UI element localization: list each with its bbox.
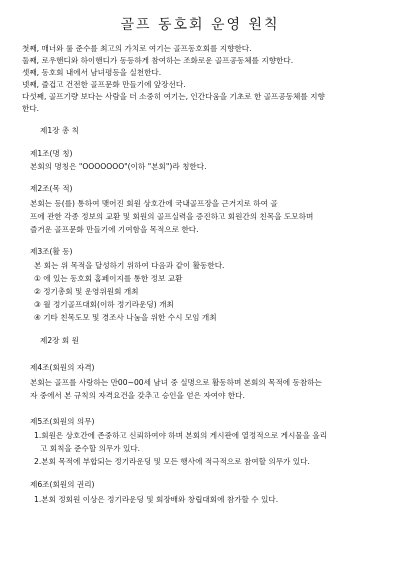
chapter-1-heading: 제1장 총 칙: [40, 126, 80, 135]
article-3-item-4: ④ 기타 친목도모 및 경조사 나눔을 위한 수시 모임 개최: [34, 313, 217, 322]
principle-2: 둘째, 로우핸디와 하이핸디가 동등하게 참여하는 조화로운 골프공동체를 지향한다.: [22, 56, 294, 65]
document-title: 골프 동호회 운영 원칙: [120, 17, 280, 33]
article-1-title: 제1조(명 칭): [30, 149, 73, 158]
principle-4: 넷째, 즐겁고 건전한 골프문화 만들기에 앞장선다.: [22, 80, 186, 89]
principle-5: 다섯째, 골프기량 보다는 사람을 더 소중히 여기는, 인간다움을 기초로 한 골프공동체를 지향: [22, 92, 325, 101]
article-4-line-2: 자 중에서 본 규칙의 자격요건을 갖추고 승인을 얻은 자여야 한다.: [30, 391, 245, 400]
article-2-title: 제2조(목 적): [30, 184, 73, 193]
principle-1: 첫째, 매너와 룰 준수를 최고의 가치로 여기는 골프동호회를 지향한다.: [22, 44, 252, 53]
chapter-2-heading: 제2장 회 원: [40, 336, 80, 345]
principle-3: 셋째, 동호회 내에서 남녀평등을 실천한다.: [22, 68, 162, 77]
article-4-line-1: 본회는 골프를 사랑하는 만00~00세 남녀 중 실명으로 활동하며 본회의 목적에 동참하는: [30, 378, 322, 387]
article-6-title: 제6조(회원의 권리): [30, 480, 95, 489]
article-3-item-1: ① 에 있는 동호회 홈페이지를 통한 정보 교환: [34, 274, 183, 283]
article-3-item-3: ③ 월 정기골프대회(이하 정기라운딩) 개최: [34, 300, 174, 309]
article-1-body: 본회의 명칭은 "OOOOOOO"(이하 "본회")라 칭한다.: [30, 162, 207, 171]
article-2-line-1: 본회는 등(를) 통하여 맺어진 회원 상호간에 국내골프장을 근거지로 하여 골: [30, 199, 278, 208]
principle-5-continued: 한다.: [22, 104, 40, 113]
article-4-title: 제4조(회원의 자격): [30, 363, 95, 372]
article-5-line-1: 1.회원은 상호간에 존중하고 신뢰하여야 하며 본회의 게시판에 열정적으로 게시물을 올리: [34, 431, 328, 440]
article-3-item-2: ② 정기총회 및 운영위원회 개최: [34, 287, 139, 296]
article-5-title: 제5조(회원의 의무): [30, 417, 95, 426]
article-2-line-2: 프에 관한 각종 정보의 교환 및 회원의 골프실력을 증진하고 회원간의 친목을 도모하며: [30, 212, 314, 221]
article-3-intro: 본 회는 위 목적을 달성하기 위하여 다음과 같이 활동한다.: [34, 261, 225, 270]
article-5-line-2: 고 회칙을 준수할 의무가 있다.: [40, 444, 141, 453]
article-3-title: 제3조(활 동): [30, 247, 73, 256]
article-5-line-3: 2.본회 목적에 부합되는 정기라운딩 및 모든 행사에 적극적으로 참여할 의무가 있다.: [34, 457, 310, 466]
article-2-line-3: 즐거운 골프문화 만들기에 기여함을 목적으로 한다.: [30, 225, 199, 234]
article-6-line-1: 1.본회 정회원 이상은 정기라운딩 및 회장배와 창립대회에 참가할 수 있다.: [34, 495, 279, 504]
